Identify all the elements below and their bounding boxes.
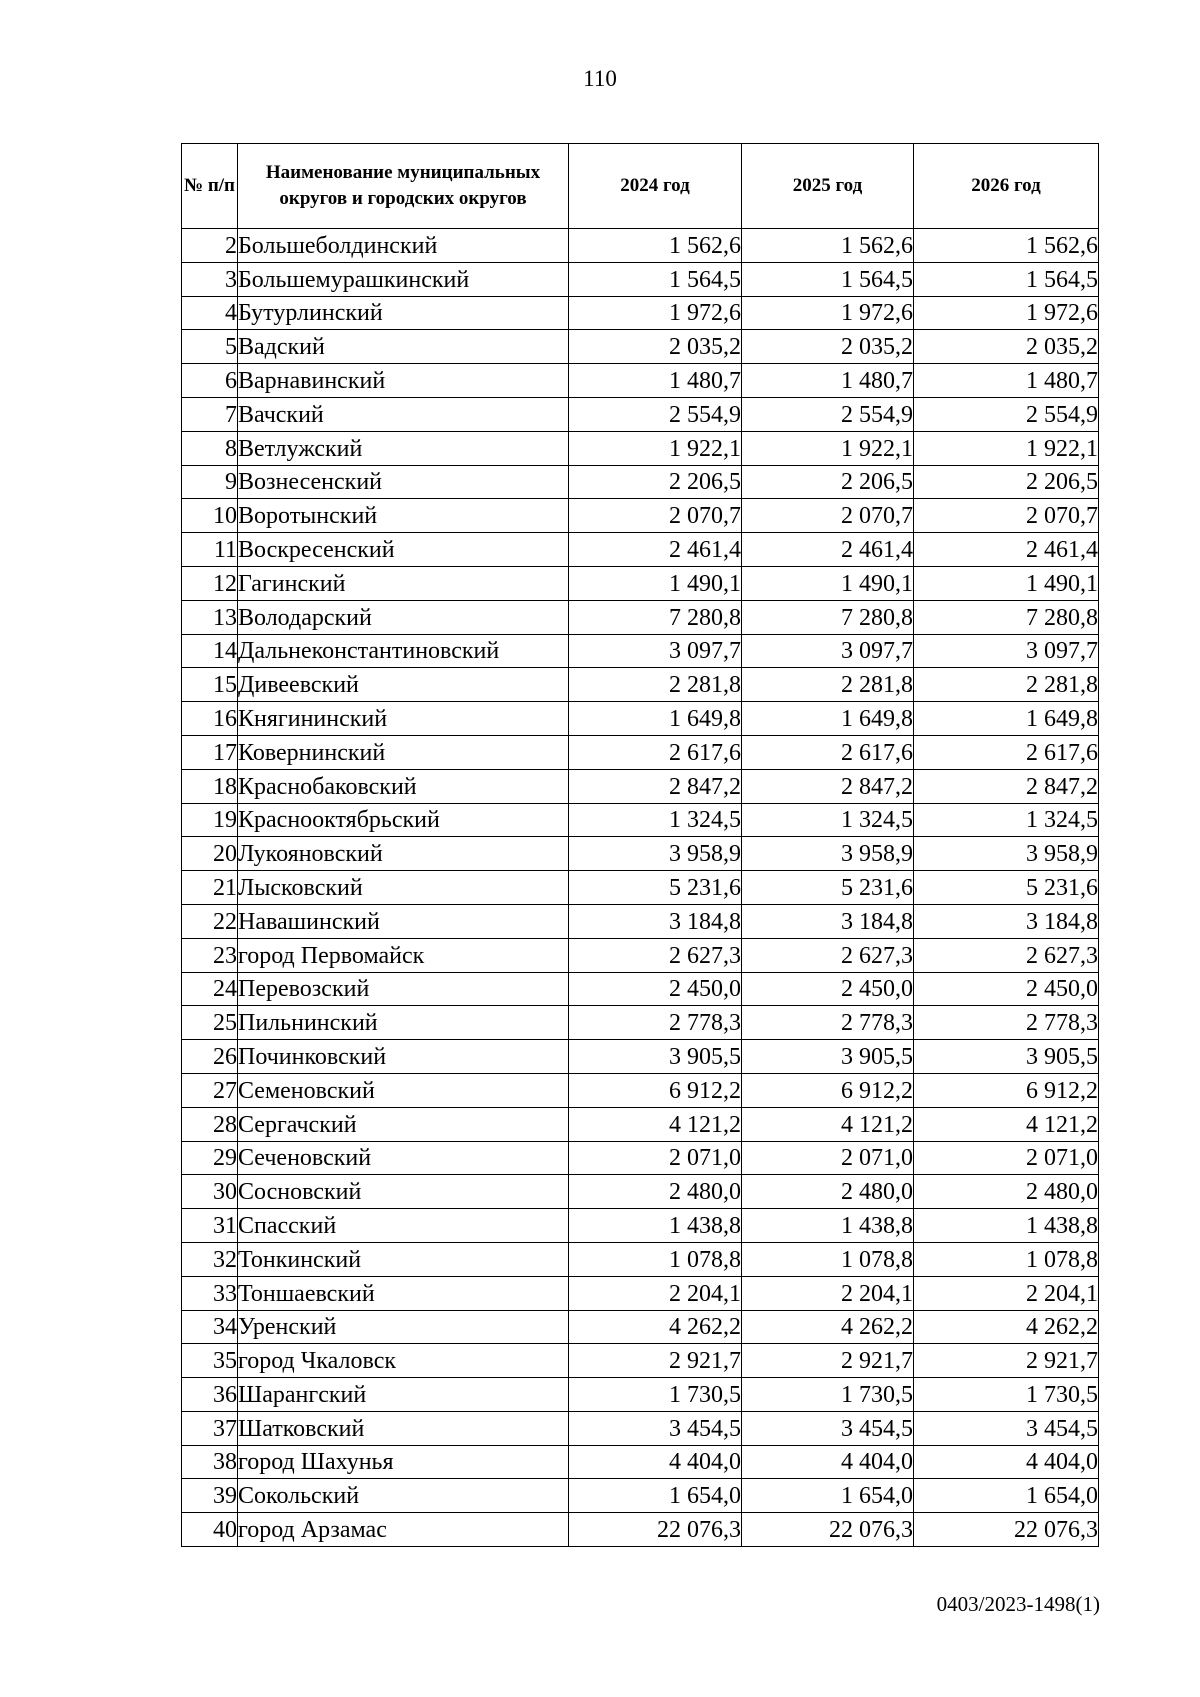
- table-row: [182, 972, 1099, 1006]
- value-2025: 1 654,0: [742, 1479, 914, 1513]
- table-row: [182, 262, 1099, 296]
- value-2026: 22 076,3: [914, 1513, 1099, 1547]
- value-2026: 2 554,9: [914, 397, 1099, 431]
- value-2026: 2 617,6: [914, 735, 1099, 769]
- value-2025: 3 184,8: [742, 904, 914, 938]
- value-2026: 1 730,5: [914, 1378, 1099, 1412]
- table-row: [182, 1107, 1099, 1141]
- value-2026: 2 204,1: [914, 1276, 1099, 1310]
- municipality-name: Починковский: [238, 1040, 569, 1074]
- table-row: [182, 1310, 1099, 1344]
- value-2024: 2 281,8: [569, 668, 742, 702]
- table-row: [182, 1344, 1099, 1378]
- row-number: 2: [182, 229, 238, 263]
- value-2024: 2 847,2: [569, 769, 742, 803]
- value-2024: 1 490,1: [569, 566, 742, 600]
- row-number: 5: [182, 330, 238, 364]
- value-2024: 2 461,4: [569, 533, 742, 567]
- value-2024: 1 324,5: [569, 803, 742, 837]
- municipality-name: Воротынский: [238, 499, 569, 533]
- value-2024: 2 921,7: [569, 1344, 742, 1378]
- municipality-name: Гагинский: [238, 566, 569, 600]
- value-2024: 3 454,5: [569, 1411, 742, 1445]
- municipality-name: Тоншаевский: [238, 1276, 569, 1310]
- row-number: 24: [182, 972, 238, 1006]
- value-2026: 4 262,2: [914, 1310, 1099, 1344]
- row-number: 25: [182, 1006, 238, 1040]
- row-number: 38: [182, 1445, 238, 1479]
- municipality-name: Ковернинский: [238, 735, 569, 769]
- table-row: [182, 1513, 1099, 1547]
- value-2024: 2 617,6: [569, 735, 742, 769]
- row-number: 3: [182, 262, 238, 296]
- value-2024: 1 438,8: [569, 1209, 742, 1243]
- row-number: 28: [182, 1107, 238, 1141]
- value-2026: 6 912,2: [914, 1073, 1099, 1107]
- value-2024: 2 206,5: [569, 465, 742, 499]
- value-2025: 2 778,3: [742, 1006, 914, 1040]
- value-2024: 3 097,7: [569, 634, 742, 668]
- value-2024: 1 654,0: [569, 1479, 742, 1513]
- value-2025: 6 912,2: [742, 1073, 914, 1107]
- municipality-name: Пильнинский: [238, 1006, 569, 1040]
- row-number: 31: [182, 1209, 238, 1243]
- value-2026: 1 654,0: [914, 1479, 1099, 1513]
- value-2026: 2 206,5: [914, 465, 1099, 499]
- table-row: [182, 1445, 1099, 1479]
- table-row: [182, 1276, 1099, 1310]
- value-2025: 2 450,0: [742, 972, 914, 1006]
- value-2026: 2 281,8: [914, 668, 1099, 702]
- value-2025: 2 847,2: [742, 769, 914, 803]
- value-2025: 1 649,8: [742, 702, 914, 736]
- row-number: 34: [182, 1310, 238, 1344]
- value-2025: 2 071,0: [742, 1141, 914, 1175]
- value-2026: 3 958,9: [914, 837, 1099, 871]
- value-2025: 3 958,9: [742, 837, 914, 871]
- value-2025: 1 324,5: [742, 803, 914, 837]
- municipality-name: Володарский: [238, 600, 569, 634]
- value-2025: 1 490,1: [742, 566, 914, 600]
- value-2026: 2 450,0: [914, 972, 1099, 1006]
- municipality-name: Большемурашкинский: [238, 262, 569, 296]
- table-row: [182, 634, 1099, 668]
- header-row: [182, 144, 1099, 229]
- value-2024: 3 905,5: [569, 1040, 742, 1074]
- value-2025: 1 078,8: [742, 1242, 914, 1276]
- header-num: № п/п: [182, 144, 238, 229]
- table-row: [182, 938, 1099, 972]
- table-body: [182, 229, 1099, 1547]
- value-2026: 7 280,8: [914, 600, 1099, 634]
- value-2025: 2 480,0: [742, 1175, 914, 1209]
- value-2025: 1 438,8: [742, 1209, 914, 1243]
- municipality-name: Лукояновский: [238, 837, 569, 871]
- value-2026: 1 649,8: [914, 702, 1099, 736]
- municipality-name: Вачский: [238, 397, 569, 431]
- value-2026: 1 922,1: [914, 431, 1099, 465]
- budget-table: [181, 143, 1099, 1547]
- value-2026: 2 070,7: [914, 499, 1099, 533]
- value-2026: 3 184,8: [914, 904, 1099, 938]
- municipality-name: Дальнеконстантиновский: [238, 634, 569, 668]
- municipality-name: Уренский: [238, 1310, 569, 1344]
- page-number: 110: [583, 66, 617, 91]
- value-2024: 1 562,6: [569, 229, 742, 263]
- municipality-name: Шатковский: [238, 1411, 569, 1445]
- row-number: 20: [182, 837, 238, 871]
- row-number: 40: [182, 1513, 238, 1547]
- value-2026: 2 627,3: [914, 938, 1099, 972]
- municipality-name: Сокольский: [238, 1479, 569, 1513]
- table-row: [182, 229, 1099, 263]
- municipality-name: Спасский: [238, 1209, 569, 1243]
- table-row: [182, 296, 1099, 330]
- municipality-name: Большеболдинский: [238, 229, 569, 263]
- municipality-name: город Шахунья: [238, 1445, 569, 1479]
- row-number: 39: [182, 1479, 238, 1513]
- value-2025: 1 730,5: [742, 1378, 914, 1412]
- value-2026: 2 778,3: [914, 1006, 1099, 1040]
- header-name: Наименование муниципальных округов и городских округов: [238, 144, 569, 229]
- table-row: [182, 330, 1099, 364]
- value-2025: 2 035,2: [742, 330, 914, 364]
- value-2025: 2 070,7: [742, 499, 914, 533]
- table-row: [182, 702, 1099, 736]
- row-number: 4: [182, 296, 238, 330]
- value-2026: 2 035,2: [914, 330, 1099, 364]
- table-row: [182, 1141, 1099, 1175]
- table-row: [182, 1209, 1099, 1243]
- document-code: 0403/2023-1498(1): [936, 1592, 1100, 1616]
- table-row: [182, 668, 1099, 702]
- table-row: [182, 871, 1099, 905]
- municipality-name: Тонкинский: [238, 1242, 569, 1276]
- row-number: 17: [182, 735, 238, 769]
- value-2024: 1 922,1: [569, 431, 742, 465]
- row-number: 16: [182, 702, 238, 736]
- value-2024: 1 972,6: [569, 296, 742, 330]
- table-row: [182, 533, 1099, 567]
- value-2024: 3 184,8: [569, 904, 742, 938]
- value-2025: 1 972,6: [742, 296, 914, 330]
- municipality-name: Дивеевский: [238, 668, 569, 702]
- value-2026: 1 078,8: [914, 1242, 1099, 1276]
- municipality-name: Сергачский: [238, 1107, 569, 1141]
- value-2024: 4 121,2: [569, 1107, 742, 1141]
- value-2025: 3 454,5: [742, 1411, 914, 1445]
- value-2026: 2 847,2: [914, 769, 1099, 803]
- row-number: 19: [182, 803, 238, 837]
- municipality-name: Вадский: [238, 330, 569, 364]
- value-2024: 1 730,5: [569, 1378, 742, 1412]
- value-2025: 2 204,1: [742, 1276, 914, 1310]
- municipality-name: Шарангский: [238, 1378, 569, 1412]
- header-2025: 2025 год: [742, 144, 914, 229]
- row-number: 7: [182, 397, 238, 431]
- municipality-name: Княгининский: [238, 702, 569, 736]
- municipality-name: Лысковский: [238, 871, 569, 905]
- value-2025: 2 617,6: [742, 735, 914, 769]
- table-row: [182, 1411, 1099, 1445]
- municipality-name: Ветлужский: [238, 431, 569, 465]
- table-row: [182, 1378, 1099, 1412]
- value-2026: 2 480,0: [914, 1175, 1099, 1209]
- value-2025: 1 564,5: [742, 262, 914, 296]
- table-row: [182, 1006, 1099, 1040]
- row-number: 18: [182, 769, 238, 803]
- row-number: 21: [182, 871, 238, 905]
- row-number: 12: [182, 566, 238, 600]
- municipality-name: Краснобаковский: [238, 769, 569, 803]
- row-number: 30: [182, 1175, 238, 1209]
- municipality-name: Краснооктябрьский: [238, 803, 569, 837]
- table-row: [182, 1073, 1099, 1107]
- row-number: 15: [182, 668, 238, 702]
- row-number: 33: [182, 1276, 238, 1310]
- table-row: [182, 1242, 1099, 1276]
- value-2026: 4 121,2: [914, 1107, 1099, 1141]
- municipality-name: город Чкаловск: [238, 1344, 569, 1378]
- row-number: 22: [182, 904, 238, 938]
- value-2024: 2 627,3: [569, 938, 742, 972]
- value-2024: 2 778,3: [569, 1006, 742, 1040]
- municipality-name: город Первомайск: [238, 938, 569, 972]
- header-2026: 2026 год: [914, 144, 1099, 229]
- row-number: 29: [182, 1141, 238, 1175]
- table-row: [182, 1175, 1099, 1209]
- value-2025: 7 280,8: [742, 600, 914, 634]
- value-2024: 1 480,7: [569, 364, 742, 398]
- municipality-name: Бутурлинский: [238, 296, 569, 330]
- municipality-name: Семеновский: [238, 1073, 569, 1107]
- municipality-name: Варнавинский: [238, 364, 569, 398]
- value-2025: 4 404,0: [742, 1445, 914, 1479]
- table-row: [182, 364, 1099, 398]
- row-number: 11: [182, 533, 238, 567]
- municipality-name: Вознесенский: [238, 465, 569, 499]
- value-2024: 6 912,2: [569, 1073, 742, 1107]
- value-2026: 3 905,5: [914, 1040, 1099, 1074]
- row-number: 36: [182, 1378, 238, 1412]
- value-2026: 1 972,6: [914, 296, 1099, 330]
- value-2025: 2 627,3: [742, 938, 914, 972]
- row-number: 8: [182, 431, 238, 465]
- value-2025: 2 206,5: [742, 465, 914, 499]
- row-number: 10: [182, 499, 238, 533]
- value-2026: 1 562,6: [914, 229, 1099, 263]
- value-2025: 4 262,2: [742, 1310, 914, 1344]
- value-2026: 2 071,0: [914, 1141, 1099, 1175]
- row-number: 37: [182, 1411, 238, 1445]
- table-row: [182, 566, 1099, 600]
- value-2024: 22 076,3: [569, 1513, 742, 1547]
- table-row: [182, 600, 1099, 634]
- value-2024: 7 280,8: [569, 600, 742, 634]
- municipality-name: Перевозский: [238, 972, 569, 1006]
- table-row: [182, 1040, 1099, 1074]
- table-header: [182, 144, 1099, 229]
- value-2025: 2 921,7: [742, 1344, 914, 1378]
- value-2025: 4 121,2: [742, 1107, 914, 1141]
- table-row: [182, 803, 1099, 837]
- value-2026: 1 490,1: [914, 566, 1099, 600]
- table-row: [182, 1479, 1099, 1513]
- municipality-name: город Арзамас: [238, 1513, 569, 1547]
- value-2025: 2 281,8: [742, 668, 914, 702]
- value-2025: 3 905,5: [742, 1040, 914, 1074]
- value-2024: 4 262,2: [569, 1310, 742, 1344]
- municipality-name: Сосновский: [238, 1175, 569, 1209]
- value-2026: 2 461,4: [914, 533, 1099, 567]
- table-row: [182, 397, 1099, 431]
- row-number: 14: [182, 634, 238, 668]
- row-number: 6: [182, 364, 238, 398]
- table-row: [182, 735, 1099, 769]
- value-2025: 1 562,6: [742, 229, 914, 263]
- row-number: 23: [182, 938, 238, 972]
- value-2025: 2 461,4: [742, 533, 914, 567]
- table-row: [182, 499, 1099, 533]
- value-2026: 1 324,5: [914, 803, 1099, 837]
- value-2025: 22 076,3: [742, 1513, 914, 1547]
- row-number: 13: [182, 600, 238, 634]
- municipality-name: Сеченовский: [238, 1141, 569, 1175]
- value-2024: 2 204,1: [569, 1276, 742, 1310]
- value-2026: 1 564,5: [914, 262, 1099, 296]
- value-2025: 5 231,6: [742, 871, 914, 905]
- value-2025: 2 554,9: [742, 397, 914, 431]
- value-2026: 1 438,8: [914, 1209, 1099, 1243]
- value-2024: 2 070,7: [569, 499, 742, 533]
- row-number: 9: [182, 465, 238, 499]
- value-2026: 1 480,7: [914, 364, 1099, 398]
- row-number: 26: [182, 1040, 238, 1074]
- value-2024: 1 078,8: [569, 1242, 742, 1276]
- value-2024: 2 035,2: [569, 330, 742, 364]
- row-number: 27: [182, 1073, 238, 1107]
- header-2024: 2024 год: [569, 144, 742, 229]
- value-2024: 3 958,9: [569, 837, 742, 871]
- value-2026: 5 231,6: [914, 871, 1099, 905]
- table-row: [182, 904, 1099, 938]
- value-2026: 4 404,0: [914, 1445, 1099, 1479]
- value-2024: 2 554,9: [569, 397, 742, 431]
- table-row: [182, 431, 1099, 465]
- value-2025: 3 097,7: [742, 634, 914, 668]
- value-2024: 5 231,6: [569, 871, 742, 905]
- value-2024: 2 480,0: [569, 1175, 742, 1209]
- row-number: 32: [182, 1242, 238, 1276]
- value-2026: 3 454,5: [914, 1411, 1099, 1445]
- value-2025: 1 480,7: [742, 364, 914, 398]
- value-2024: 2 071,0: [569, 1141, 742, 1175]
- value-2024: 4 404,0: [569, 1445, 742, 1479]
- value-2026: 3 097,7: [914, 634, 1099, 668]
- value-2025: 1 922,1: [742, 431, 914, 465]
- table-row: [182, 769, 1099, 803]
- value-2026: 2 921,7: [914, 1344, 1099, 1378]
- table-row: [182, 837, 1099, 871]
- value-2024: 1 564,5: [569, 262, 742, 296]
- municipality-name: Навашинский: [238, 904, 569, 938]
- row-number: 35: [182, 1344, 238, 1378]
- value-2024: 1 649,8: [569, 702, 742, 736]
- municipality-name: Воскресенский: [238, 533, 569, 567]
- value-2024: 2 450,0: [569, 972, 742, 1006]
- table-row: [182, 465, 1099, 499]
